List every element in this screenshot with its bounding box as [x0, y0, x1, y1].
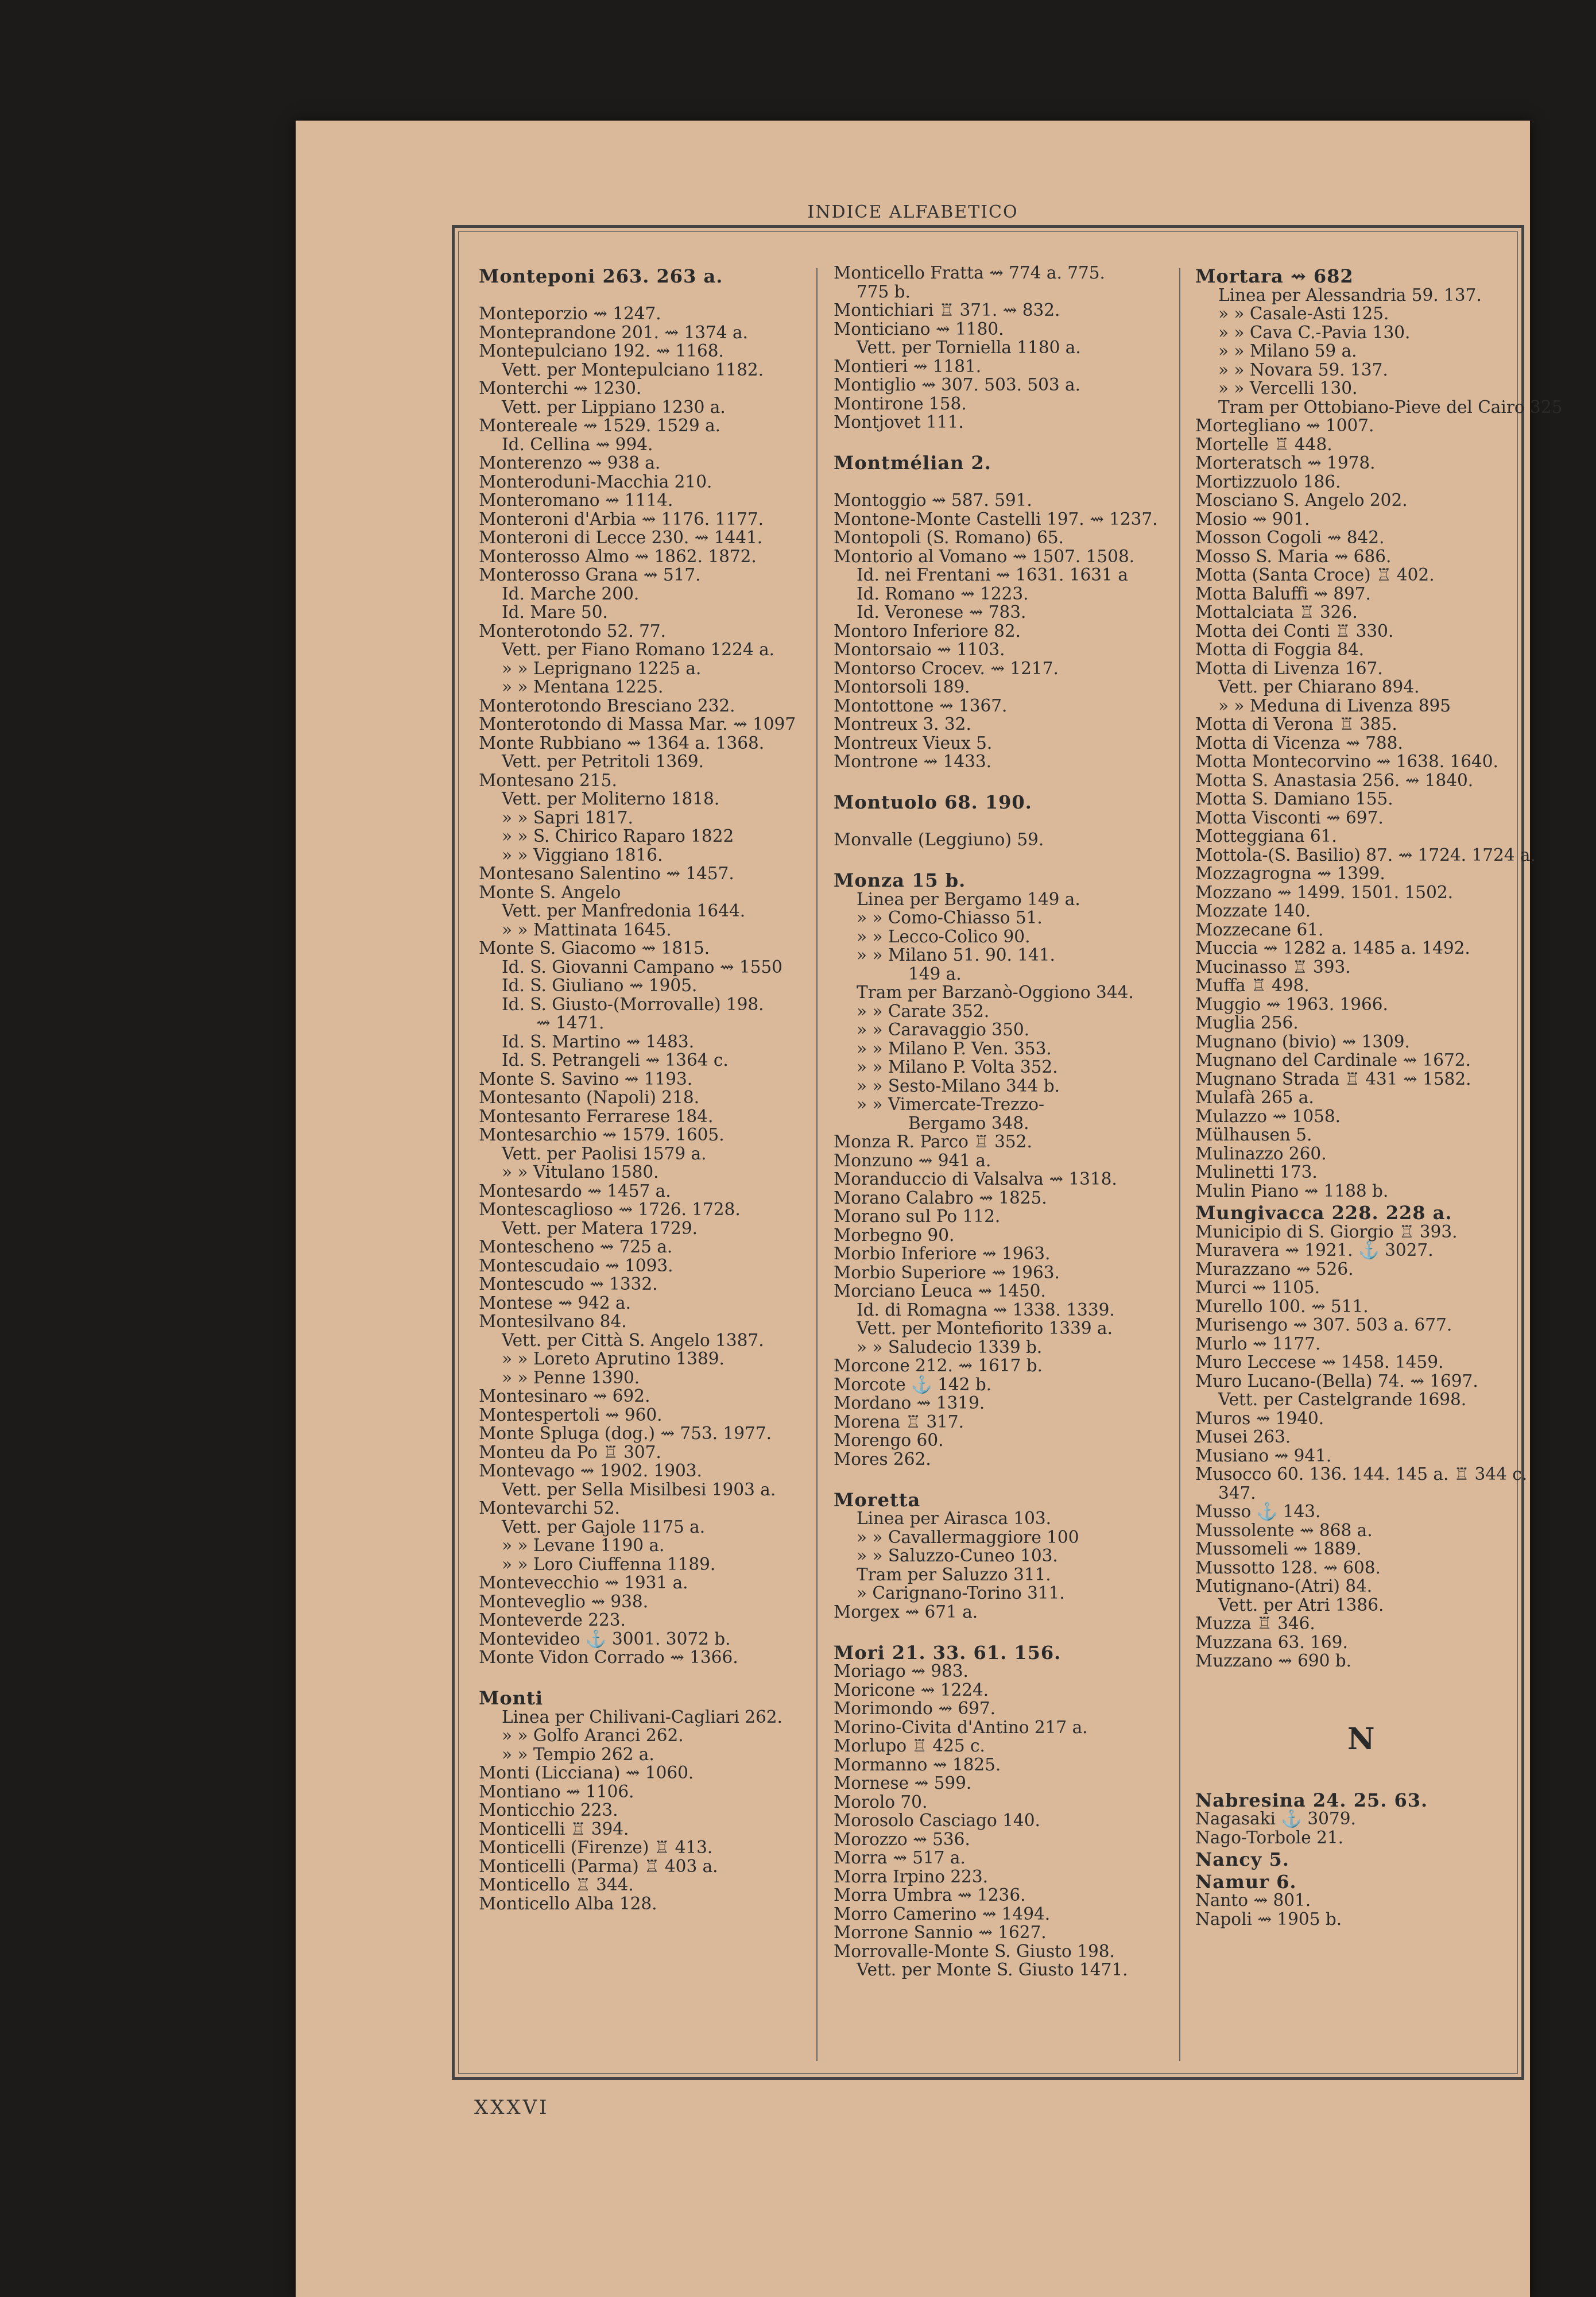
index-entry: Montesardo ⇝ 1457 a. [479, 1181, 671, 1201]
index-entry: Montevago ⇝ 1902. 1903. [479, 1461, 702, 1480]
index-entry: » » Saluzzo-Cuneo 103. [857, 1546, 1058, 1565]
index-entry: Montichiari ♖ 371. ⇝ 832. [834, 300, 1060, 320]
book-page [296, 121, 1563, 2297]
index-entry: Monticchio 223. [479, 1800, 618, 1820]
index-entry: Muglia 256. [1195, 1013, 1299, 1033]
index-entry: Mosso S. Maria ⇝ 686. [1195, 546, 1392, 566]
index-entry: » » Vimercate-Trezzo- [857, 1095, 1044, 1114]
index-entry: Morra Irpino 223. [834, 1866, 989, 1886]
index-entry: Morbio Superiore ⇝ 1963. [834, 1262, 1060, 1282]
index-entry: Id. S. Petrangeli ⇝ 1364 c. [502, 1050, 729, 1070]
index-entry: Vett. per Lippiano 1230 a. [502, 397, 726, 417]
index-entry: Montesilvano 84. [479, 1312, 627, 1331]
index-entry: Moricone ⇝ 1224. [834, 1680, 989, 1700]
index-entry: Montorsaio ⇝ 1103. [834, 640, 1005, 659]
index-entry: » Carignano-Torino 311. [857, 1583, 1065, 1603]
index-entry: Monte S. Savino ⇝ 1193. [479, 1069, 693, 1089]
index-entry: Montoro Inferiore 82. [834, 621, 1021, 641]
index-entry: Morteratsch ⇝ 1978. [1195, 453, 1376, 473]
index-entry: Vett. per Castelgrande 1698. [1218, 1390, 1467, 1409]
index-entry: Mugnano del Cardinale ⇝ 1672. [1195, 1050, 1471, 1070]
index-heading: N [1347, 1721, 1375, 1757]
index-entry: » » Sesto-Milano 344 b. [857, 1076, 1060, 1096]
index-entry: » » Loro Ciuffenna 1189. [502, 1554, 716, 1574]
index-entry: Monte Rubbiano ⇝ 1364 a. 1368. [479, 733, 765, 753]
index-entry: Vett. per Montepulciano 1182. [502, 359, 764, 380]
index-entry: Monterotondo Bresciano 232. [479, 695, 735, 716]
spacer [479, 1667, 800, 1686]
index-entry: Montevarchi 52. [479, 1498, 620, 1518]
index-entry: Monte Spluga (dog.) ⇝ 753. 1977. [479, 1424, 772, 1443]
index-entry: » » Leprignano 1225 a. [502, 658, 702, 678]
index-heading: Moretta [834, 1488, 921, 1511]
index-entry: Morra Umbra ⇝ 1236. [834, 1885, 1026, 1905]
index-entry: Moranduccio di Valsalva ⇝ 1318. [834, 1169, 1117, 1189]
index-entry: » » Tempio 262 a. [502, 1744, 654, 1764]
index-entry: Montesano 215. [479, 770, 617, 790]
index-entry: Mores 262. [834, 1449, 931, 1469]
index-entry: Id. nei Frentani ⇝ 1631. 1631 a [857, 565, 1128, 585]
index-entry: Morgex ⇝ 671 a. [834, 1602, 978, 1622]
index-column-3 [1195, 264, 1563, 1929]
index-entry: Morrone Sannio ⇝ 1627. [834, 1923, 1047, 1942]
index-entry: Morbegno 90. [834, 1225, 955, 1245]
index-entry: Mosson Cogoli ⇝ 842. [1195, 528, 1385, 547]
index-entry: » » Saludecio 1339 b. [857, 1337, 1043, 1357]
index-entry: ⇝ 1471. [536, 1013, 605, 1033]
index-entry: Monteporzio ⇝ 1247. [479, 304, 661, 323]
index-entry: Monte S. Angelo [479, 882, 621, 902]
index-entry: Muggio ⇝ 1963. 1966. [1195, 994, 1388, 1014]
index-heading: Mori 21. 33. 61. 156. [834, 1641, 1062, 1664]
index-entry: » » Carate 352. [857, 1001, 990, 1021]
index-entry: Monterosso Grana ⇝ 517. [479, 565, 701, 585]
index-entry: Vett. per Fiano Romano 1224 a. [502, 640, 775, 659]
index-heading: Mortara ⇝ 682 [1195, 265, 1354, 287]
index-entry: Monticello Alba 128. [479, 1893, 657, 1913]
index-entry: Morino-Civita d'Antino 217 a. [834, 1717, 1088, 1737]
index-entry: Monza R. Parco ♖ 352. [834, 1132, 1032, 1151]
index-entry: Mozzate 140. [1195, 901, 1311, 921]
index-entry: Murello 100. ⇝ 511. [1195, 1296, 1369, 1316]
index-entry: Montesano Salentino ⇝ 1457. [479, 864, 734, 883]
index-entry: Id. di Romagna ⇝ 1338. 1339. [857, 1300, 1115, 1320]
index-entry: » » Milano P. Volta 352. [857, 1057, 1058, 1077]
index-entry: Vett. per Matera 1729. [502, 1218, 698, 1238]
index-entry: » » Milano 51. 90. 141. [857, 945, 1055, 965]
index-entry: Morlupo ♖ 425 c. [834, 1736, 985, 1755]
index-heading: Mungivacca 228. 228 a. [1195, 1202, 1452, 1224]
index-entry: » » Viggiano 1816. [502, 845, 663, 865]
index-entry: Montieri ⇝ 1181. [834, 356, 982, 376]
index-entry: Nagasaki ⚓ 3079. [1195, 1809, 1356, 1828]
index-entry: Motteggiana 61. [1195, 826, 1337, 846]
index-entry: » » Penne 1390. [502, 1367, 640, 1387]
index-entry: Morengo 60. [834, 1430, 944, 1450]
index-entry: Montescaglioso ⇝ 1726. 1728. [479, 1200, 741, 1219]
index-entry: Muffa ♖ 498. [1195, 976, 1310, 995]
index-entry: Bergamo 348. [908, 1113, 1029, 1133]
index-entry: Id. S. Giovanni Campano ⇝ 1550 [502, 957, 782, 977]
index-entry: Vett. per Torniella 1180 a. [857, 338, 1081, 357]
index-entry: Mussotto 128. ⇝ 608. [1195, 1557, 1381, 1577]
index-entry: Mortegliano ⇝ 1007. [1195, 416, 1374, 435]
index-entry: Mulinazzo 260. [1195, 1143, 1327, 1163]
index-entry: Montescudo ⇝ 1332. [479, 1274, 658, 1294]
spacer [834, 473, 1167, 492]
index-entry: Monticello Fratta ⇝ 774 a. 775. [834, 263, 1105, 283]
index-entry: Id. Romano ⇝ 1223. [857, 583, 1029, 604]
index-heading: Montuolo 68. 190. [834, 791, 1032, 813]
index-entry: » » Caravaggio 350. [857, 1020, 1029, 1039]
spacer [834, 849, 1167, 868]
index-entry: Murisengo ⇝ 307. 503 a. 677. [1195, 1315, 1452, 1335]
index-entry: » » Golfo Aranci 262. [502, 1726, 684, 1745]
index-entry: Muzzana 63. 169. [1195, 1632, 1348, 1652]
index-entry: Montottone ⇝ 1367. [834, 695, 1008, 716]
index-entry: Monterchi ⇝ 1230. [479, 378, 642, 398]
index-entry: Morra ⇝ 517 a. [834, 1848, 966, 1867]
index-entry: Mulazzo ⇝ 1058. [1195, 1106, 1341, 1126]
index-entry: » » Como-Chiasso 51. [857, 908, 1043, 927]
index-entry: Morcote ⚓ 142 b. [834, 1374, 992, 1394]
index-entry: Mugnano Strada ♖ 431 ⇝ 1582. [1195, 1069, 1471, 1089]
index-entry: Montorso Crocev. ⇝ 1217. [834, 658, 1059, 678]
index-entry: Mosio ⇝ 901. [1195, 509, 1310, 529]
index-entry: Monteroni d'Arbia ⇝ 1176. 1177. [479, 509, 764, 529]
index-entry: Nago-Torbole 21. [1195, 1827, 1344, 1847]
index-entry: Mulin Piano ⇝ 1188 b. [1195, 1181, 1389, 1201]
index-entry: Mormanno ⇝ 1825. [834, 1754, 1001, 1774]
index-entry: Musiano ⇝ 941. [1195, 1445, 1332, 1465]
index-entry: Montone-Monte Castelli 197. ⇝ 1237. [834, 509, 1158, 529]
index-heading: Nabresina 24. 25. 63. [1195, 1789, 1428, 1811]
index-entry: Vett. per Sella Misilbesi 1903 a. [502, 1479, 776, 1499]
index-entry: Mulafà 265 a. [1195, 1088, 1314, 1107]
index-column-2 [834, 264, 1167, 1979]
index-entry: Motta Montecorvino ⇝ 1638. 1640. [1195, 752, 1498, 771]
index-entry: Monteveglio ⇝ 938. [479, 1591, 649, 1611]
index-entry: Morano Calabro ⇝ 1825. [834, 1188, 1047, 1208]
column-separator [816, 268, 818, 2061]
index-entry: Mugnano (bivio) ⇝ 1309. [1195, 1031, 1410, 1051]
index-entry: Monteprandone 201. ⇝ 1374 a. [479, 322, 748, 342]
index-entry: Murci ⇝ 1105. [1195, 1278, 1320, 1297]
index-entry: Montirone 158. [834, 393, 967, 413]
index-entry: » » Mattinata 1645. [502, 919, 672, 939]
index-entry: Mornese ⇝ 599. [834, 1773, 972, 1793]
index-frame [452, 225, 1563, 2080]
index-entry: Montescudaio ⇝ 1093. [479, 1255, 673, 1275]
index-entry: Mordano ⇝ 1319. [834, 1393, 985, 1413]
index-entry: Municipio di S. Giorgio ♖ 393. [1195, 1221, 1458, 1242]
index-entry: Mortelle ♖ 448. [1195, 434, 1332, 454]
index-entry: Vett. per Petritoli 1369. [502, 752, 704, 771]
index-entry: Vett. per Città S. Angelo 1387. [502, 1330, 764, 1350]
index-entry: Montoggio ⇝ 587. 591. [834, 490, 1032, 510]
index-entry: Monterosso Almo ⇝ 1862. 1872. [479, 546, 757, 566]
index-entry: Mutignano-(Atri) 84. [1195, 1576, 1373, 1596]
index-entry: Monterotondo di Massa Mar. ⇝ 1097 [479, 714, 796, 734]
index-entry: Motta Visconti ⇝ 697. [1195, 807, 1384, 827]
index-entry: Montiglio ⇝ 307. 503. 503 a. [834, 375, 1081, 395]
index-entry: Id. S. Giusto-(Morrovalle) 198. [502, 994, 764, 1014]
index-entry: Muzzano ⇝ 690 b. [1195, 1651, 1352, 1670]
index-entry: Montepulciano 192. ⇝ 1168. [479, 341, 724, 361]
index-entry: » » Lecco-Colico 90. [857, 926, 1031, 946]
index-entry: Montiano ⇝ 1106. [479, 1781, 634, 1801]
index-entry: Monteromano ⇝ 1114. [479, 490, 673, 510]
index-entry: Muccia ⇝ 1282 a. 1485 a. 1492. [1195, 938, 1470, 958]
index-entry: Morolo 70. [834, 1792, 928, 1812]
index-entry: Linea per Bergamo 149 a. [857, 889, 1080, 909]
index-entry: Mortizzuolo 186. [1195, 471, 1341, 492]
index-entry: Montevecchio ⇝ 1931 a. [479, 1573, 688, 1592]
index-entry: Motta di Livenza 167. [1195, 658, 1383, 678]
index-entry: Vett. per Chiarano 894. [1218, 677, 1420, 697]
index-entry: » » Sapri 1817. [502, 807, 633, 827]
index-entry: Linea per Chilivani-Cagliari 262. [502, 1707, 782, 1727]
index-entry: » » Vitulano 1580. [502, 1162, 659, 1182]
index-entry: Mozzecane 61. [1195, 919, 1324, 939]
index-entry: Id. Marche 200. [502, 583, 640, 604]
index-entry: » » Levane 1190 a. [502, 1536, 665, 1555]
index-entry: Motta (Santa Croce) ♖ 402. [1195, 565, 1435, 585]
index-entry: Montreux 3. 32. [834, 714, 971, 734]
index-entry: Vett. per Atri 1386. [1218, 1595, 1384, 1615]
index-entry: » » Vercelli 130. [1218, 378, 1358, 398]
index-entry: Muravera ⇝ 1921. ⚓ 3027. [1195, 1240, 1434, 1260]
index-entry: Monterotondo 52. 77. [479, 621, 666, 641]
index-entry: Morimondo ⇝ 697. [834, 1699, 996, 1718]
index-entry: Id. Cellina ⇝ 994. [502, 434, 653, 454]
spacer [834, 771, 1167, 790]
index-entry: Motta S. Anastasia 256. ⇝ 1840. [1195, 770, 1474, 790]
index-entry: Linea per Alessandria 59. 137. [1218, 285, 1482, 305]
index-entry: » » Casale-Asti 125. [1218, 304, 1389, 323]
index-entry: Montesanto (Napoli) 218. [479, 1088, 699, 1107]
index-entry: Vett. per Paolisi 1579 a. [502, 1143, 707, 1163]
index-entry: Mülhausen 5. [1195, 1125, 1312, 1144]
index-entry: Murazzano ⇝ 526. [1195, 1259, 1354, 1279]
index-entry: Montesinaro ⇝ 692. [479, 1386, 650, 1406]
index-entry: Monte Vidon Corrado ⇝ 1366. [479, 1648, 738, 1667]
index-entry: Motta di Vicenza ⇝ 788. [1195, 733, 1403, 753]
index-entry: Motta di Verona ♖ 385. [1195, 714, 1397, 734]
index-entry: » » Novara 59. 137. [1218, 359, 1388, 380]
index-entry: Mozzano ⇝ 1499. 1501. 1502. [1195, 882, 1453, 902]
index-entry: Linea per Airasca 103. [857, 1509, 1052, 1528]
index-entry: Musocco 60. 136. 144. 145 a. ♖ 344 c. [1195, 1464, 1528, 1484]
index-entry: Vett. per Gajole 1175 a. [502, 1517, 706, 1537]
index-entry: Monticello ♖ 344. [479, 1875, 634, 1894]
index-entry: Monterenzo ⇝ 938 a. [479, 453, 661, 473]
index-entry: Morro Camerino ⇝ 1494. [834, 1904, 1051, 1924]
index-entry: Monzuno ⇝ 941 a. [834, 1150, 991, 1170]
spacer [834, 1468, 1167, 1487]
index-entry: Vett. per Montefiorito 1339 a. [857, 1318, 1113, 1338]
index-entry: Monticiano ⇝ 1180. [834, 319, 1004, 339]
index-entry: » » Milano 59 a. [1218, 341, 1357, 361]
index-entry: Murlo ⇝ 1177. [1195, 1333, 1321, 1354]
index-entry: Montopoli (S. Romano) 65. [834, 528, 1064, 547]
index-entry: Morosolo Casciago 140. [834, 1811, 1040, 1830]
spacer [834, 1621, 1167, 1640]
index-entry: Montrone ⇝ 1433. [834, 752, 992, 771]
index-entry: Monteroni di Lecce 230. ⇝ 1441. [479, 528, 763, 547]
index-entry: Morbio Inferiore ⇝ 1963. [834, 1244, 1051, 1263]
index-heading: Monti [479, 1687, 543, 1709]
index-entry: Morena ♖ 317. [834, 1412, 964, 1432]
index-entry: Muros ⇝ 1940. [1195, 1408, 1324, 1428]
index-entry: Mucinasso ♖ 393. [1195, 957, 1351, 977]
index-heading: Montmélian 2. [834, 452, 991, 474]
index-heading: Monza 15 b. [834, 869, 966, 891]
index-entry: Montreux Vieux 5. [834, 733, 993, 753]
index-entry: Vett. per Moliterno 1818. [502, 789, 720, 809]
index-entry: Monticelli (Parma) ♖ 403 a. [479, 1856, 718, 1876]
index-entry: Muro Leccese ⇝ 1458. 1459. [1195, 1352, 1444, 1372]
index-entry: Montespertoli ⇝ 960. [479, 1405, 663, 1425]
page-header: INDICE ALFABETICO [807, 202, 1018, 222]
index-entry: 347. [1218, 1483, 1256, 1503]
index-entry: Morano sul Po 112. [834, 1206, 1001, 1226]
index-entry: Moriago ⇝ 983. [834, 1661, 969, 1681]
index-entry: Motta di Foggia 84. [1195, 640, 1365, 659]
index-entry: Id. Mare 50. [502, 602, 608, 622]
index-entry: Monticelli ♖ 394. [479, 1819, 629, 1839]
index-entry: » » S. Chirico Raparo 1822 [502, 826, 734, 846]
index-entry: Id. S. Giuliano ⇝ 1905. [502, 976, 698, 995]
index-entry: Monteroduni-Macchia 210. [479, 471, 712, 492]
spacer [834, 812, 1167, 831]
index-entry: Montorsoli 189. [834, 677, 970, 697]
index-entry: Motta S. Damiano 155. [1195, 789, 1393, 809]
index-entry: » » Milano P. Ven. 353. [857, 1038, 1052, 1058]
spacer [834, 432, 1167, 451]
page-number: XXXVI [474, 2096, 549, 2119]
index-heading: Nancy 5. [1195, 1849, 1289, 1870]
index-entry: Napoli ⇝ 1905 b. [1195, 1909, 1342, 1929]
index-entry: Mussomeli ⇝ 1889. [1195, 1539, 1362, 1559]
index-entry: Id. S. Martino ⇝ 1483. [502, 1031, 695, 1051]
index-entry: Muro Lucano-(Bella) 74. ⇝ 1697. [1195, 1371, 1478, 1391]
index-entry: Tram per Barzanò-Oggiono 344. [857, 983, 1134, 1002]
index-entry: Monte S. Giacomo ⇝ 1815. [479, 938, 710, 958]
index-entry: Montese ⇝ 942 a. [479, 1293, 631, 1313]
index-heading: Namur 6. [1195, 1870, 1297, 1893]
index-entry: Mottalciata ♖ 326. [1195, 602, 1358, 622]
index-entry: Montesanto Ferrarese 184. [479, 1106, 714, 1126]
index-entry: Montevideo ⚓ 3001. 3072 b. [479, 1629, 731, 1649]
index-entry: » » Loreto Aprutino 1389. [502, 1349, 725, 1368]
index-entry: » » Cavallermaggiore 100 [857, 1527, 1079, 1547]
index-entry: Nanto ⇝ 801. [1195, 1890, 1311, 1910]
index-entry: Mulinetti 173. [1195, 1162, 1318, 1182]
index-entry: 775 b. [857, 281, 911, 301]
index-entry: Mozzagrogna ⇝ 1399. [1195, 864, 1385, 883]
index-entry: Monvalle (Leggiuno) 59. [834, 830, 1044, 849]
index-entry: » » Cava C.-Pavia 130. [1218, 322, 1411, 342]
index-entry: Vett. per Manfredonia 1644. [502, 901, 746, 921]
index-entry: Musso ⚓ 143. [1195, 1502, 1321, 1521]
index-entry: Montjovet 111. [834, 412, 964, 432]
index-entry: Vett. per Monte S. Giusto 1471. [857, 1960, 1128, 1979]
index-entry: Id. Veronese ⇝ 783. [857, 602, 1026, 622]
index-entry: Motta dei Conti ♖ 330. [1195, 621, 1394, 641]
index-entry: 149 a. [908, 964, 962, 984]
index-entry: Mosciano S. Angelo 202. [1195, 490, 1408, 510]
index-entry: Montereale ⇝ 1529. 1529 a. [479, 416, 721, 435]
index-entry: Musei 263. [1195, 1427, 1291, 1447]
index-entry: » » Mentana 1225. [502, 677, 664, 697]
column-separator [1179, 268, 1180, 2061]
index-entry: Mussolente ⇝ 868 a. [1195, 1520, 1373, 1540]
spacer [479, 286, 800, 305]
index-entry: » » Meduna di Livenza 895 [1218, 695, 1451, 716]
index-entry: Tram per Ottobiano-Pieve del Cairo 325 [1218, 397, 1563, 417]
index-entry: Motta Baluffi ⇝ 897. [1195, 583, 1371, 604]
index-entry: Morozzo ⇝ 536. [834, 1829, 970, 1849]
index-entry: Tram per Saluzzo 311. [857, 1564, 1051, 1584]
index-entry: Monteverde 223. [479, 1610, 626, 1630]
index-entry: Montescheno ⇝ 725 a. [479, 1237, 673, 1256]
index-entry: Monticelli (Firenze) ♖ 413. [479, 1838, 713, 1857]
index-entry: Monti (Licciana) ⇝ 1060. [479, 1763, 694, 1782]
index-entry: Morrovalle-Monte S. Giusto 198. [834, 1941, 1115, 1961]
index-heading: Monteponi 263. 263 a. [479, 265, 723, 287]
index-entry: Monteu da Po ♖ 307. [479, 1442, 661, 1462]
index-entry: Mottola-(S. Basilio) 87. ⇝ 1724. 1724 a. [1195, 845, 1536, 865]
index-entry: Morcone 212. ⇝ 1617 b. [834, 1356, 1043, 1375]
index-entry: Muzza ♖ 346. [1195, 1614, 1315, 1633]
index-entry: Montesarchio ⇝ 1579. 1605. [479, 1125, 725, 1144]
index-entry: Morciano Leuca ⇝ 1450. [834, 1281, 1046, 1301]
index-column-1 [479, 264, 800, 1913]
index-entry: Montorio al Vomano ⇝ 1507. 1508. [834, 546, 1135, 566]
